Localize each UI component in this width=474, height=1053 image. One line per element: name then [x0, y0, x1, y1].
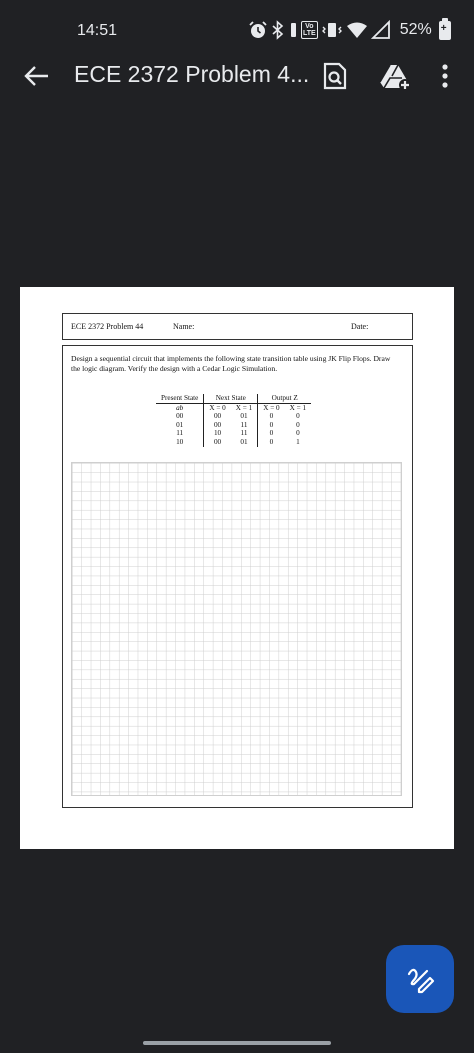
pen-annotate-icon — [405, 964, 435, 994]
state-transition-table — [156, 394, 311, 447]
table-row — [156, 429, 311, 438]
cell: 1 — [296, 437, 300, 446]
vibrate-icon — [288, 20, 298, 40]
cell: 11 — [176, 429, 184, 438]
cell: 00 — [204, 412, 231, 421]
graph-paper-grid — [71, 462, 402, 796]
table-row — [156, 421, 311, 430]
alarm-icon — [248, 20, 268, 40]
course-label: ECE 2372 Problem 44 — [71, 322, 144, 331]
cell: 10 — [176, 437, 184, 446]
date-label: Date: — [351, 322, 369, 331]
add-to-drive-icon[interactable] — [378, 63, 412, 91]
cell: 0 — [258, 438, 285, 447]
cell: 0 — [296, 429, 300, 438]
cell: 10 — [204, 429, 231, 438]
pdf-page — [20, 287, 454, 849]
cell-signal-icon — [371, 20, 391, 40]
bluetooth-icon — [271, 20, 285, 40]
app-bar — [0, 50, 474, 104]
header-output-z: Output Z — [258, 394, 311, 403]
name-label: Name: — [173, 322, 195, 331]
cell: 0 — [258, 412, 285, 421]
table-row — [156, 438, 311, 447]
annotate-fab-button[interactable] — [386, 945, 454, 1013]
wifi-icon — [346, 20, 368, 40]
table-group-header-row — [156, 394, 311, 403]
status-icons — [248, 18, 451, 42]
volte-icon: Vo LTE — [303, 23, 316, 37]
cell: 0 — [296, 412, 300, 421]
sub-header-ab: ab — [176, 403, 184, 412]
back-arrow-icon[interactable] — [22, 62, 52, 90]
cell: 00 — [204, 438, 231, 447]
battery-percent: 52% — [399, 21, 432, 38]
status-time: 14:51 — [77, 22, 118, 39]
table-row — [156, 412, 311, 421]
cell: 00 — [204, 421, 231, 430]
cell: 11 — [240, 429, 248, 438]
sub-header-out-x1: X = 1 — [289, 403, 307, 412]
cell: 0 — [258, 429, 285, 438]
search-in-document-icon[interactable] — [322, 62, 348, 90]
nfc-vibrate-icon — [321, 20, 343, 40]
cell: 01 — [240, 437, 248, 446]
gesture-navigation-handle[interactable] — [143, 1041, 331, 1045]
sub-header-next-x0: X = 0 — [204, 403, 231, 412]
battery-charging-icon — [439, 21, 451, 40]
header-present-state: Present State — [156, 394, 204, 403]
cell: 01 — [240, 412, 248, 421]
problem-statement: Design a sequential circuit that implements the following state transition table using JK Flip Flops. Draw the logic diagram. Verify the design with a Cedar Logic Simulation. — [71, 354, 391, 373]
sub-header-out-x0: X = 0 — [258, 403, 285, 412]
sub-header-next-x1: X = 1 — [235, 403, 253, 412]
cell: 11 — [240, 420, 248, 429]
table-sub-header-row — [156, 403, 311, 412]
document-title: ECE 2372 Problem 4... — [74, 61, 310, 87]
cell: 0 — [296, 420, 300, 429]
cell: 01 — [176, 420, 184, 429]
cell: 0 — [258, 421, 285, 430]
header-next-state: Next State — [204, 394, 258, 403]
problem-box — [62, 345, 413, 808]
cell: 00 — [176, 412, 184, 421]
document-header-box — [62, 313, 413, 340]
more-options-icon[interactable] — [437, 62, 453, 90]
